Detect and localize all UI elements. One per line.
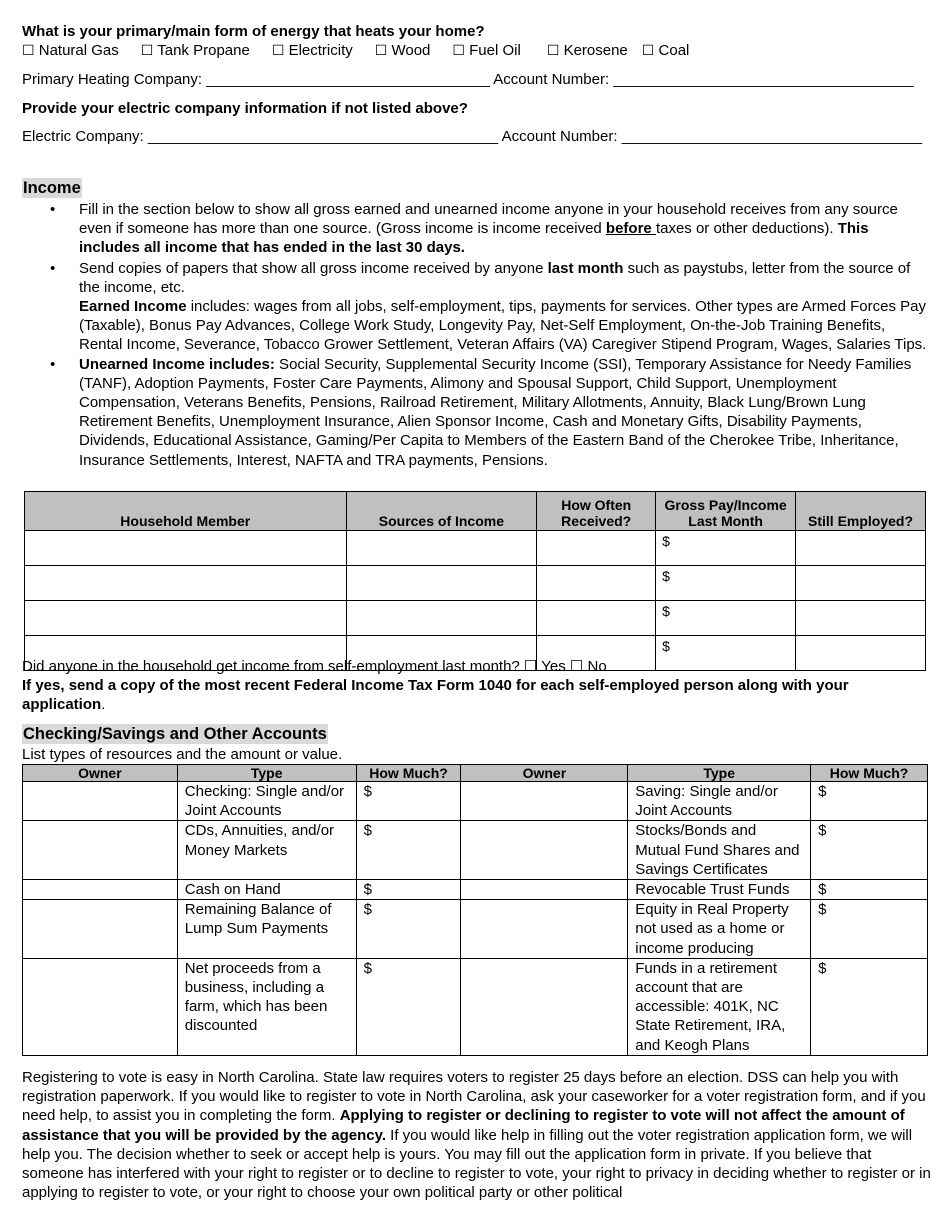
self-employment-question: Did anyone in the household get income from self-employment last month? ☐ Yes ☐ No (22, 658, 607, 675)
type-cell: Remaining Balance of Lump Sum Payments (177, 900, 356, 959)
electric-account-field[interactable]: ____________________________________ (621, 128, 923, 145)
income-bullets (22, 200, 932, 470)
checkbox-icon[interactable]: ☐ (641, 43, 655, 59)
gross-pay-cell[interactable]: $ (656, 531, 796, 566)
still-employed-cell[interactable] (796, 636, 926, 671)
option-tank-propane[interactable]: ☐ Tank Propane (140, 42, 250, 59)
accounts-heading: Checking/Savings and Other Accounts (23, 725, 327, 743)
list-item: • Send copies of papers that show all gross income received by anyone last month such as paystubs, letter from the source of the income, etc. Earned Income includes: wages from all jobs, self-employment, tips, payments for services. Other types are Armed Forces Pay (Taxable), Bonus Pay Advances, College Work Study, Longevity Pay, Net-Self Employment, On-the-Job Training Benefits, Rental Income, Severance, Tobacco Grower Settlement, Veteran Affairs (VA) Caregiver Stipend Program, Wages, Salaries Tips. (50, 259, 927, 354)
heating-company-line (22, 70, 914, 89)
list-item: • Unearned Income includes: Social Security, Supplemental Security Income (SSI), Temporary Assistance for Needy Families (TANF), Adoption Payments, Foster Care Payments, Alimony and Spousal Support, Child Support, Unemployment Compensation, Veterans Benefits, Pensions, Railroad Retirement, Military Allotments, Annuity, Black Lung/Brown Lung Retirement Benefits, Unemployment Insurance, Alien Sponsor Income, Cash and Monetary Gifts, Disability Payments, Dividends, Educational Assistance, Gaming/Per Capita to Members of the Eastern Band of the Cherokee Tribe, Inheritance, Insurance Settlements, Interest, NAFTA and TRA payments, Pensions. (50, 355, 912, 469)
option-kerosene[interactable]: ☐ Kerosene (546, 42, 628, 59)
option-fuel-oil[interactable]: ☐ Fuel Oil (452, 42, 521, 59)
bullet-icon: • (50, 259, 56, 277)
heating-company-field[interactable]: __________________________________ (206, 71, 490, 88)
col-owner: Owner (23, 765, 178, 782)
table-row (23, 782, 928, 821)
table-row (25, 566, 926, 601)
heating-question: What is your primary/main form of energy that heats your home? (22, 23, 485, 40)
type-cell: Checking: Single and/or Joint Accounts (177, 782, 356, 821)
owner-cell[interactable] (461, 900, 628, 959)
sources-cell[interactable] (346, 566, 537, 601)
table-row (23, 880, 928, 900)
owner-cell[interactable] (23, 958, 178, 1055)
type-cell: Stocks/Bonds and Mutual Fund Shares and Savings Certificates (628, 821, 811, 880)
owner-cell[interactable] (461, 782, 628, 821)
income-table (24, 491, 926, 671)
amount-cell[interactable]: $ (356, 782, 461, 821)
bullet-icon: • (50, 201, 56, 218)
col-how-often: How Often Received? (537, 492, 656, 531)
option-wood[interactable]: ☐ Wood (374, 42, 431, 59)
col-sources-of-income: Sources of Income (346, 492, 537, 531)
table-row (23, 900, 928, 959)
gross-pay-cell[interactable]: $ (656, 601, 796, 636)
amount-cell[interactable]: $ (811, 880, 928, 900)
household-member-cell[interactable] (25, 566, 347, 601)
table-row (23, 958, 928, 1055)
col-household-member: Household Member (25, 492, 347, 531)
type-cell: Saving: Single and/or Joint Accounts (628, 782, 811, 821)
option-electricity[interactable]: ☐ Electricity (271, 42, 353, 59)
table-row (25, 601, 926, 636)
sources-cell[interactable] (346, 531, 537, 566)
bullet-icon: • (50, 355, 56, 373)
self-employment-instruction: If yes, send a copy of the most recent Federal Income Tax Form 1040 for each self-employed person along with your application. (22, 677, 849, 714)
still-employed-cell[interactable] (796, 601, 926, 636)
how-often-cell[interactable] (537, 601, 656, 636)
electric-company-field[interactable]: __________________________________________ (147, 128, 499, 145)
col-type: Type (628, 765, 811, 782)
table-row (25, 531, 926, 566)
voter-registration-text: Registering to vote is easy in North Carolina. State law requires voters to register 25 days before an election. DSS can help you with registration paperwork. If you would like to register to vote in North Carolina, ask your caseworker for a voter registration form, and if you need help, to assist you in completing the form. Applying to register or declining to register to vote will not affect the amount of assistance that you will be provided by the agency. If you would like help in filling out the voter registration application form, we will help you. The decision whether to seek or accept help is yours. You may fill out the application form in private. If you believe that someone has interfered with your right to register or to decline to register to vote, your right to privacy in deciding whether to register or in applying to register to vote, or your right to choose your own political party or other political (22, 1069, 931, 1202)
option-coal[interactable]: ☐ Coal (641, 42, 690, 59)
household-member-cell[interactable] (25, 531, 347, 566)
type-cell: Funds in a retirement account that are accessible: 401K, NC State Retirement, IRA, and Keogh Plans (628, 958, 811, 1055)
owner-cell[interactable] (461, 958, 628, 1055)
type-cell: Revocable Trust Funds (628, 880, 811, 900)
accounts-subtitle: List types of resources and the amount or value. (22, 746, 343, 763)
owner-cell[interactable] (23, 782, 178, 821)
owner-cell[interactable] (23, 900, 178, 959)
col-how-much: How Much? (811, 765, 928, 782)
heating-company-label: Primary Heating Company: (22, 71, 203, 88)
amount-cell[interactable]: $ (811, 782, 928, 821)
heating-account-label: Account Number: (493, 71, 610, 88)
heating-account-field[interactable]: ____________________________________ (613, 71, 914, 88)
income-heading: Income (23, 179, 81, 197)
type-cell: CDs, Annuities, and/or Money Markets (177, 821, 356, 880)
heating-options (22, 41, 711, 61)
electric-account-label: Account Number: (501, 128, 618, 145)
owner-cell[interactable] (461, 880, 628, 900)
owner-cell[interactable] (23, 821, 178, 880)
option-natural-gas[interactable]: ☐ Natural Gas (22, 42, 119, 59)
accounts-table (22, 764, 928, 1056)
checkbox-icon[interactable]: ☐ (271, 43, 285, 59)
list-item: • Fill in the section below to show all gross earned and unearned income anyone in your household receives from any source even if someone has more than one source. (Gross income is income received before taxes or other deductions). This includes all income that has ended in the last 30 days. (50, 201, 898, 257)
how-often-cell[interactable] (537, 566, 656, 601)
gross-pay-cell[interactable]: $ (656, 636, 796, 671)
electric-question: Provide your electric company information if not listed above? (22, 100, 468, 117)
gross-pay-cell[interactable]: $ (656, 566, 796, 601)
checkbox-icon[interactable]: ☐ (452, 43, 465, 59)
col-how-much: How Much? (356, 765, 461, 782)
how-often-cell[interactable] (537, 531, 656, 566)
household-member-cell[interactable] (25, 601, 347, 636)
sources-cell[interactable] (346, 601, 537, 636)
col-owner: Owner (461, 765, 628, 782)
electric-company-label: Electric Company: (22, 128, 144, 145)
checkbox-icon[interactable]: ☐ (546, 43, 560, 59)
amount-cell[interactable]: $ (811, 900, 928, 959)
type-cell: Net proceeds from a business, including a farm, which has been discounted (177, 958, 356, 1055)
col-type: Type (177, 765, 356, 782)
amount-cell[interactable]: $ (356, 821, 461, 880)
amount-cell[interactable]: $ (356, 900, 461, 959)
col-gross-pay: Gross Pay/Income Last Month (656, 492, 796, 531)
amount-cell[interactable]: $ (356, 958, 461, 1055)
owner-cell[interactable] (23, 880, 178, 900)
amount-cell[interactable]: $ (356, 880, 461, 900)
type-cell: Equity in Real Property not used as a home or income producing (628, 900, 811, 959)
still-employed-cell[interactable] (796, 566, 926, 601)
owner-cell[interactable] (461, 821, 628, 880)
electric-company-line (22, 127, 922, 146)
col-still-employed: Still Employed? (796, 492, 926, 531)
table-row (23, 821, 928, 880)
checkbox-icon[interactable]: ☐ (22, 43, 35, 59)
still-employed-cell[interactable] (796, 531, 926, 566)
type-cell: Cash on Hand (177, 880, 356, 900)
checkbox-icon[interactable]: ☐ (374, 43, 388, 59)
amount-cell[interactable]: $ (811, 958, 928, 1055)
checkbox-icon[interactable]: ☐ (140, 43, 154, 59)
amount-cell[interactable]: $ (811, 821, 928, 880)
